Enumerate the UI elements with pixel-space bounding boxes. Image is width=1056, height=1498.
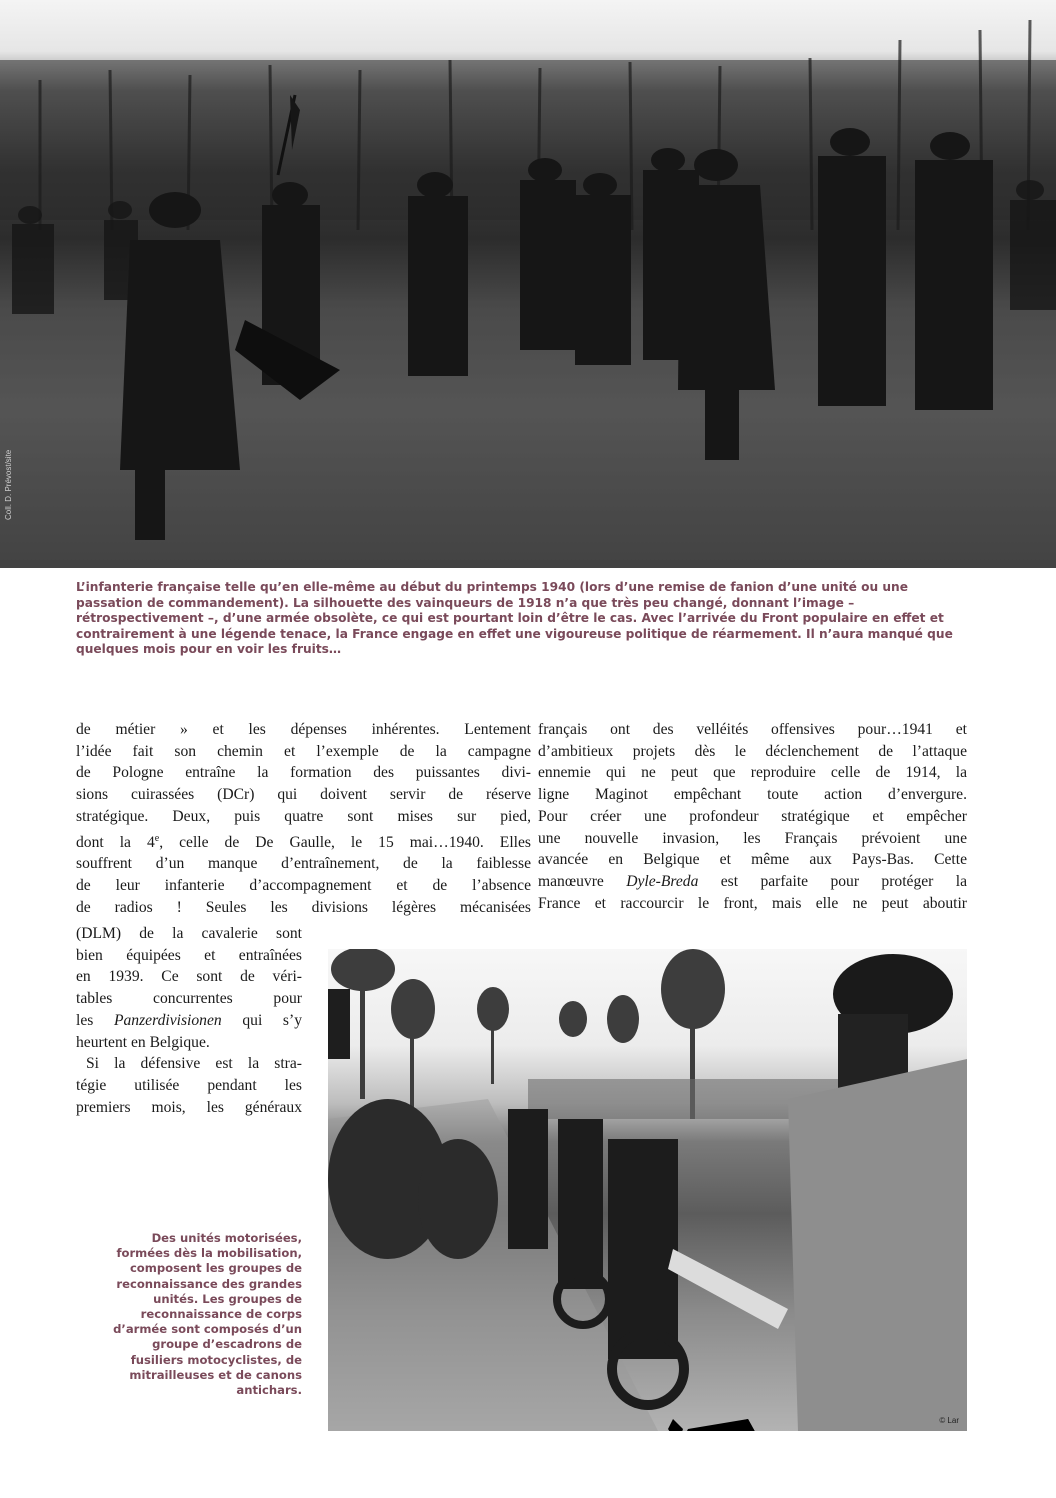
right-column — [538, 719, 967, 914]
text-line: tables concurrentes pour — [76, 990, 302, 1008]
text-line-italic: les Panzerdivisionen qui s’y — [76, 1011, 302, 1029]
text-line: dont la 4e, celle de De Gaulle, le 15 mai…1940. Elles — [76, 832, 531, 851]
text-line: manœuvre Dyle-Breda est parfaite pour protéger la — [538, 872, 967, 890]
text-line: Pour créer une profondeur stratégique et empêcher — [538, 807, 967, 825]
left-column-lower — [76, 923, 302, 1118]
text-line: tégie utilisée pendant les — [76, 1076, 302, 1094]
photo-credit-top: Coll. D. Prévost/site — [4, 449, 13, 520]
text-line: bien équipées et entraînées — [76, 946, 302, 964]
text-line: une nouvelle invasion, les Français prévoient une — [538, 829, 967, 847]
text-line: avancée en Belgique et même aux Pays-Bas. Cette — [538, 851, 967, 869]
text-line: ennemie qui ne peut que reproduire celle de 1914, la — [538, 764, 967, 782]
text-line: (DLM) de la cavalerie sont — [76, 925, 302, 942]
text-line: heurtent en Belgique. — [76, 1033, 210, 1051]
superscript: e — [154, 832, 160, 844]
text-line: d’ambitieux projets dès le déclenchement de l’attaque — [538, 742, 967, 760]
text-line: stratégique. Deux, puis quatre sont mises sur pied, — [76, 807, 531, 825]
italic-term: Panzerdivisionen — [113, 1011, 222, 1029]
text-line: ligne Maginot empêchant toute action d’envergure. — [538, 786, 967, 804]
text-line: français ont des velléités offensives pour…1941 et — [538, 721, 967, 738]
text-line: sions cuirassées (DCr) qui doivent servir de réserve — [76, 786, 531, 804]
text-line: l’idée fait son chemin et l’exemple de la campagne — [76, 742, 531, 760]
italic-term: Dyle-Breda — [626, 872, 699, 890]
text-line: de leur infanterie d’accompagnement et de l’absence — [76, 877, 531, 895]
left-column-upper — [76, 719, 531, 919]
text-line: France et raccourcir le front, mais elle ne peut aboutir — [538, 894, 967, 912]
text-line: premiers mois, les généraux — [76, 1098, 302, 1116]
text-line: de métier » et les dépenses inhérentes. Lentement — [76, 721, 531, 738]
top-photo-illustration — [0, 0, 1056, 568]
photo-credit-bottom: © Lar — [939, 1416, 959, 1425]
text-line: Si la défensive est la stra- — [86, 1055, 302, 1073]
text-line: de Pologne entraîne la formation des puissantes divi- — [76, 764, 531, 782]
text-line: de radios ! Seules les divisions légères mécanisées — [76, 898, 531, 916]
text-line: en 1939. Ce sont de véri- — [76, 968, 302, 986]
caption-top: L’infanterie française telle qu’en elle-même au début du printemps 1940 (lors d’une remise de fanion d’une unité ou une passation de commandement). La silhouette des vainqueurs de 1918 n’a que très peu changé, donnant l’image – rétrospectivement –, d’une armée obsolète, ce qui est pourtant loin d’être le cas. Avec l’arrivée du Front populaire en effet et contrairement à une légende tenace, la France engage en effet une vigoureuse politique de réarmement. Il n’aura manqué que quelques mois pour en voir les fruits… — [76, 580, 953, 657]
top-photo — [0, 0, 1056, 568]
bottom-photo — [328, 949, 967, 1431]
caption-side: Des unités motorisées, formées dès la mobilisation, composent les groupes de reconnaissance des grandes unités. Les groupes de reconnaissance de corps d’armée sont composés d’un groupe d’escadrons de fusiliers motocyclistes, de mitrailleuses et de canons antichars. — [113, 1231, 302, 1398]
text-line: souffrent d’un manque d’entraînement, de la faiblesse — [76, 855, 531, 873]
bottom-photo-illustration — [328, 949, 967, 1431]
